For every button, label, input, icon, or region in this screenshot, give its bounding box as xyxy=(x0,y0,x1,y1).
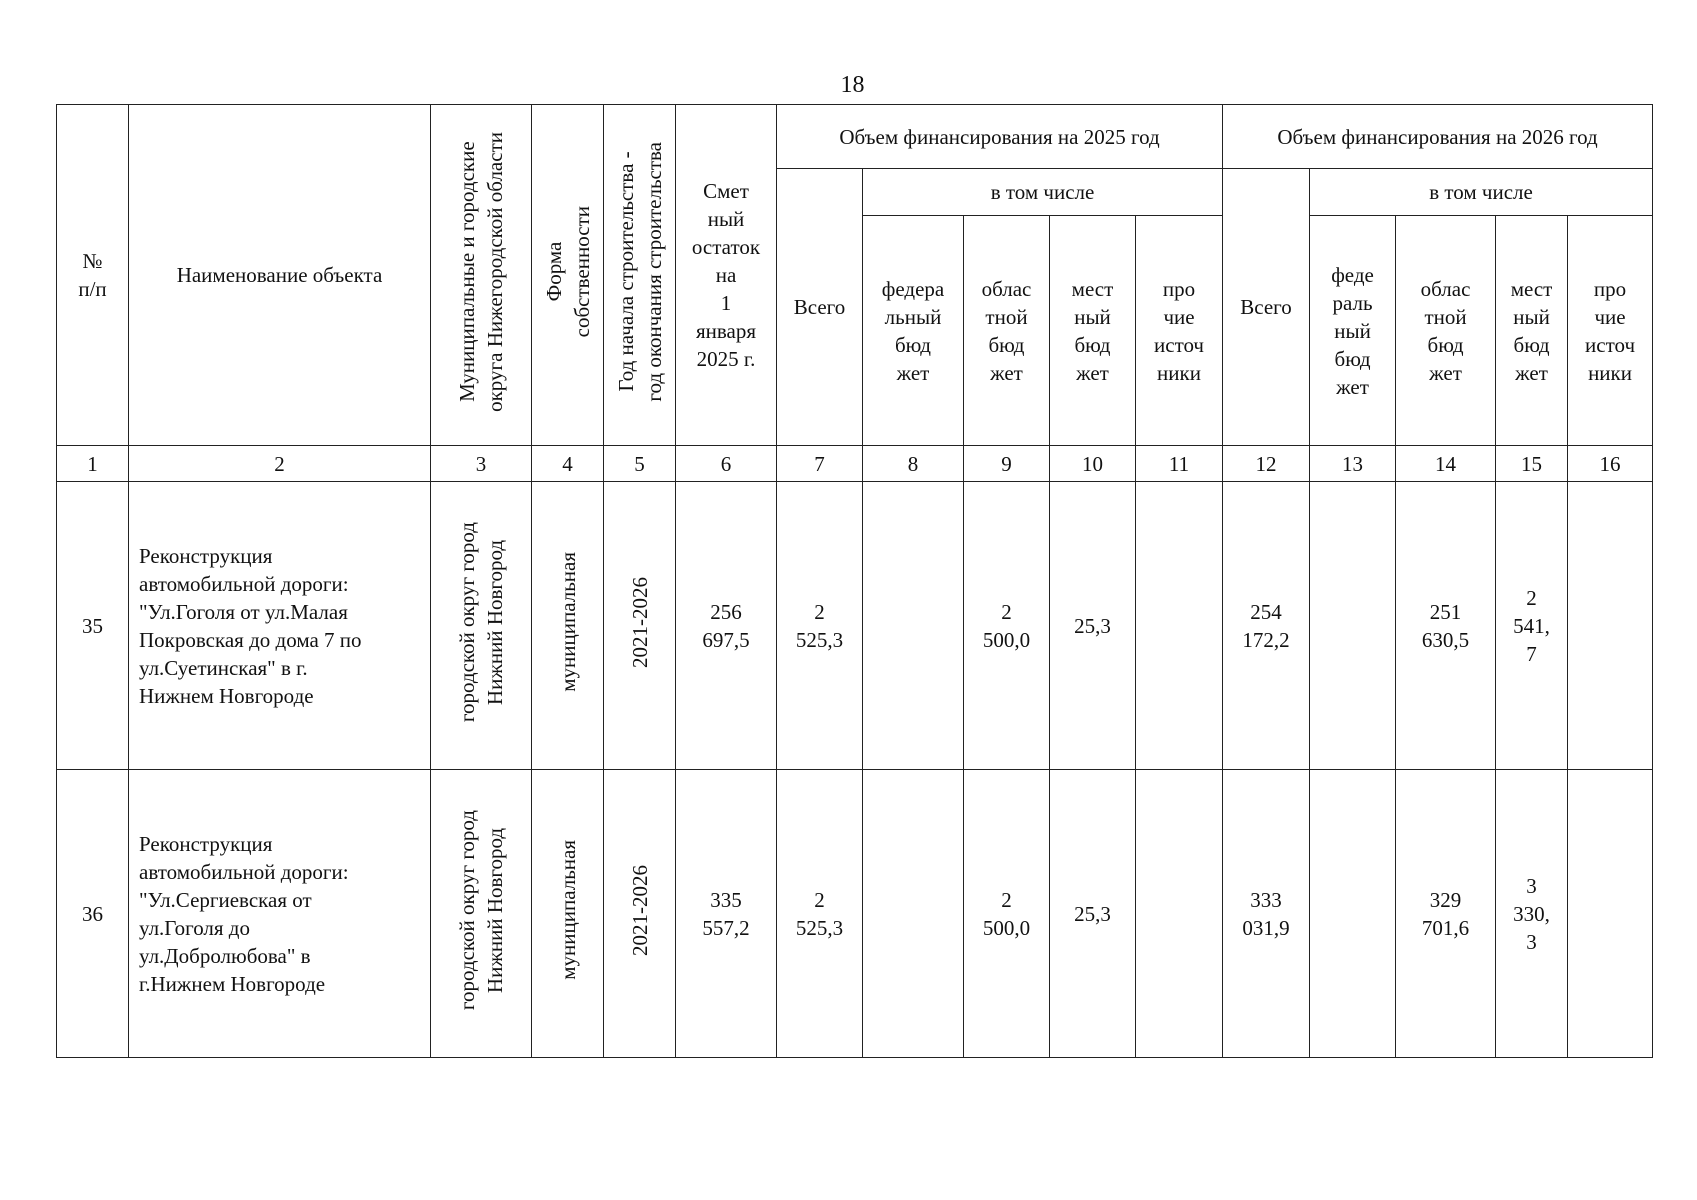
column-number: 6 xyxy=(676,446,777,482)
row-total-2025: 2 525,3 xyxy=(777,770,863,1058)
row-loc-2026: 3 330, 3 xyxy=(1496,770,1568,1058)
header-including-2026: в том числе xyxy=(1310,169,1653,216)
row-municipality: городской округ город Нижний Новгород xyxy=(431,770,532,1058)
column-number: 9 xyxy=(964,446,1050,482)
header-group-2025: Объем финансирования на 2025 год xyxy=(777,105,1223,169)
header-reg-2026: облас тной бюд жет xyxy=(1396,216,1496,446)
header-estimate: Смет ный остаток на 1 января 2025 г. xyxy=(676,105,777,446)
row-municipality: городской округ город Нижний Новгород xyxy=(431,482,532,770)
table-row xyxy=(57,482,1653,770)
row-object-name: Реконструкция автомобильной дороги: "Ул.Гоголя от ул.Малая Покровская до дома 7 по ул.Суетинская" в г. Нижнем Новгороде xyxy=(129,482,431,770)
column-number: 4 xyxy=(532,446,604,482)
header-years: Год начала строительства - год окончания строительства xyxy=(604,105,676,446)
row-total-2025: 2 525,3 xyxy=(777,482,863,770)
header-including-2025: в том числе xyxy=(863,169,1223,216)
header-oth-2026: про чие источ ники xyxy=(1568,216,1653,446)
column-number: 7 xyxy=(777,446,863,482)
row-oth-2025 xyxy=(1136,770,1223,1058)
table-row xyxy=(57,770,1653,1058)
row-num: 36 xyxy=(57,770,129,1058)
row-years: 2021-2026 xyxy=(604,770,676,1058)
header-loc-2025: мест ный бюд жет xyxy=(1050,216,1136,446)
row-fed-2025 xyxy=(863,770,964,1058)
row-fed-2025 xyxy=(863,482,964,770)
column-number: 10 xyxy=(1050,446,1136,482)
row-object-name: Реконструкция автомобильной дороги: "Ул.Сергиевская от ул.Гоголя до ул.Добролюбова" в г.Нижнем Новгороде xyxy=(129,770,431,1058)
row-oth-2026 xyxy=(1568,482,1653,770)
header-fed-2025: федера льный бюд жет xyxy=(863,216,964,446)
header-group-2026: Объем финансирования на 2026 год xyxy=(1223,105,1653,169)
page-number: 18 xyxy=(840,72,865,98)
column-number: 15 xyxy=(1496,446,1568,482)
header-name: Наименование объекта xyxy=(129,105,431,446)
financing-table xyxy=(56,104,1653,1058)
header-num: № п/п xyxy=(57,105,129,446)
header-total-2026: Всего xyxy=(1223,169,1310,446)
row-oth-2025 xyxy=(1136,482,1223,770)
column-number: 11 xyxy=(1136,446,1223,482)
row-reg-2025: 2 500,0 xyxy=(964,482,1050,770)
row-years: 2021-2026 xyxy=(604,482,676,770)
row-ownership: муниципальная xyxy=(532,770,604,1058)
column-number: 5 xyxy=(604,446,676,482)
row-num: 35 xyxy=(57,482,129,770)
header-oth-2025: про чие источ ники xyxy=(1136,216,1223,446)
row-loc-2025: 25,3 xyxy=(1050,770,1136,1058)
row-ownership: муниципальная xyxy=(532,482,604,770)
header-loc-2026: мест ный бюд жет xyxy=(1496,216,1568,446)
row-reg-2025: 2 500,0 xyxy=(964,770,1050,1058)
column-number: 3 xyxy=(431,446,532,482)
header-reg-2025: облас тной бюд жет xyxy=(964,216,1050,446)
row-reg-2026: 251 630,5 xyxy=(1396,482,1496,770)
column-number: 12 xyxy=(1223,446,1310,482)
row-reg-2026: 329 701,6 xyxy=(1396,770,1496,1058)
header-municipality: Муниципальные и городские округа Нижегородской области xyxy=(431,105,532,446)
row-fed-2026 xyxy=(1310,770,1396,1058)
row-estimate: 256 697,5 xyxy=(676,482,777,770)
row-total-2026: 333 031,9 xyxy=(1223,770,1310,1058)
column-number: 14 xyxy=(1396,446,1496,482)
row-total-2026: 254 172,2 xyxy=(1223,482,1310,770)
header-fed-2026: феде раль ный бюд жет xyxy=(1310,216,1396,446)
row-loc-2026: 2 541, 7 xyxy=(1496,482,1568,770)
column-number: 2 xyxy=(129,446,431,482)
column-number: 13 xyxy=(1310,446,1396,482)
header-total-2025: Всего xyxy=(777,169,863,446)
column-number-row xyxy=(57,446,1653,482)
row-oth-2026 xyxy=(1568,770,1653,1058)
row-estimate: 335 557,2 xyxy=(676,770,777,1058)
column-number: 8 xyxy=(863,446,964,482)
column-number: 16 xyxy=(1568,446,1653,482)
row-fed-2026 xyxy=(1310,482,1396,770)
row-loc-2025: 25,3 xyxy=(1050,482,1136,770)
column-number: 1 xyxy=(57,446,129,482)
header-ownership: Форма собственности xyxy=(532,105,604,446)
